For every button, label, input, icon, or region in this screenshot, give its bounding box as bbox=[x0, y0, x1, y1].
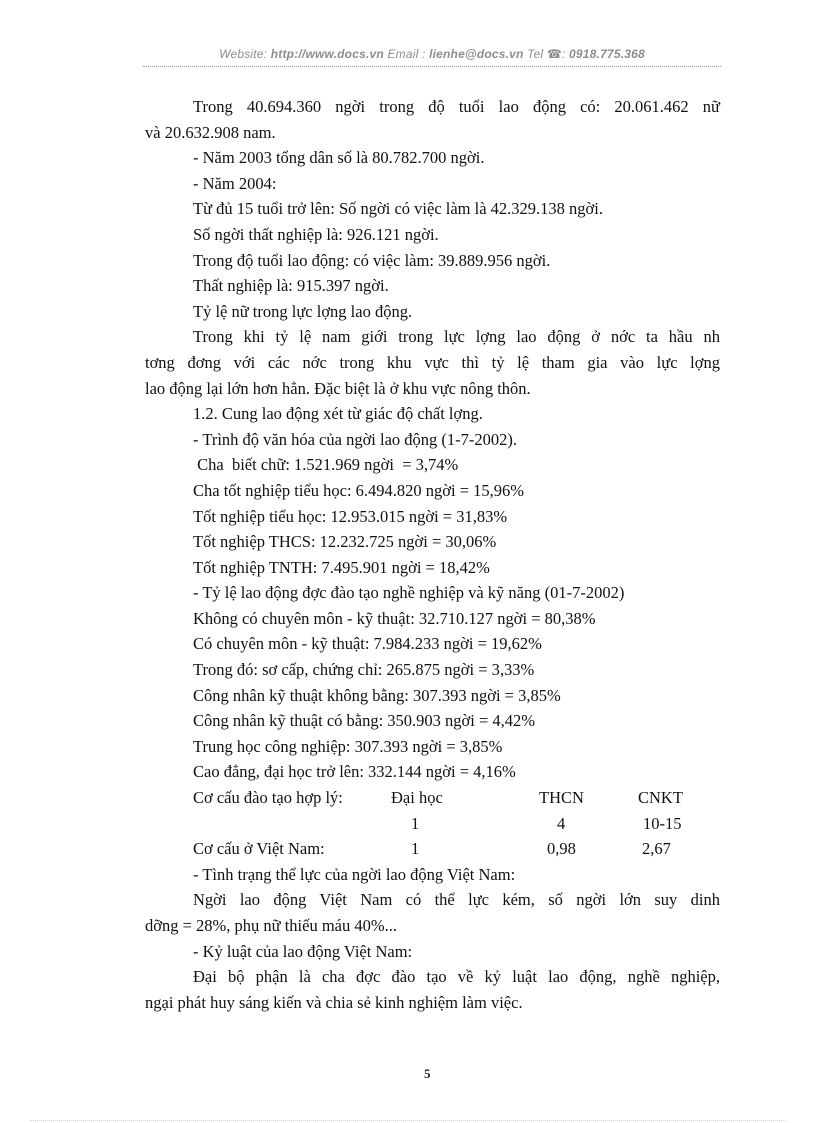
paragraph-line: Trong đó: sơ cấp, chứng chỉ: 265.875 ngời = 3,33% bbox=[193, 660, 535, 680]
paragraph-line: Tốt nghiệp tiểu học: 12.953.015 ngời = 31,83% bbox=[193, 506, 508, 526]
table-cell: 1 bbox=[411, 813, 420, 833]
table-cell-label: Cơ cấu ở Việt Nam: bbox=[193, 839, 325, 859]
paragraph-line: - Tỷ lệ lao động đợc đào tạo nghề nghiệp và kỹ năng (01-7-2002) bbox=[193, 583, 625, 603]
table-cell: 1 bbox=[411, 839, 420, 859]
document-body bbox=[145, 94, 720, 1015]
paragraph-line: Không có chuyên môn - kỹ thuật: 32.710.127 ngời = 80,38% bbox=[193, 608, 596, 628]
paragraph-line: Trong khi tỷ lệ nam giới trong lực lợng lao động ở nớc ta hầu nh bbox=[193, 327, 720, 347]
paragraph-line: Ngời lao động Việt Nam có thể lực kém, số ngời lớn suy dinh bbox=[193, 890, 720, 910]
page-number: 5 bbox=[424, 1066, 431, 1081]
paragraph-line: Tỷ lệ nữ trong lực lợng lao động. bbox=[193, 301, 413, 321]
tel-label: Tel ☎: bbox=[523, 47, 570, 61]
paragraph-line: - Kỷ luật của lao động Việt Nam: bbox=[193, 941, 413, 961]
table-cell: 2,67 bbox=[642, 839, 671, 859]
website-link[interactable]: http://www.docs.vn bbox=[270, 47, 384, 61]
paragraph-line: và 20.632.908 nam. bbox=[145, 122, 276, 142]
paragraph-line: Cha tốt nghiệp tiểu học: 6.494.820 ngời = 15,96% bbox=[193, 480, 525, 500]
paragraph-line: Công nhân kỹ thuật có bằng: 350.903 ngời = 4,42% bbox=[193, 711, 536, 731]
website-label: Website: bbox=[219, 47, 271, 61]
table-cell: Đại học bbox=[391, 788, 443, 808]
paragraph-line: Số ngời thất nghiệp là: 926.121 ngời. bbox=[193, 224, 439, 244]
paragraph-line: Cha biết chữ: 1.521.969 ngời = 3,74% bbox=[193, 455, 459, 475]
paragraph-line: lao động lại lớn hơn hẳn. Đặc biệt là ở khu vực nông thôn. bbox=[145, 378, 531, 398]
table-cell: CNKT bbox=[638, 788, 683, 808]
paragraph-line: Cao đẳng, đại học trở lên: 332.144 ngời = 4,16% bbox=[193, 762, 516, 782]
paragraph-line: ngại phát huy sáng kiến và chia sẻ kinh nghiệm làm việc. bbox=[145, 992, 523, 1012]
paragraph-line: Trong 40.694.360 ngời trong độ tuổi lao động có: 20.061.462 nữ bbox=[193, 97, 720, 116]
paragraph-line: Thất nghiệp là: 915.397 ngời. bbox=[193, 276, 389, 296]
paragraph-line: Công nhân kỹ thuật không bằng: 307.393 ngời = 3,85% bbox=[193, 685, 561, 705]
table-row bbox=[145, 836, 720, 862]
paragraph-line: - Năm 2004: bbox=[193, 173, 277, 193]
paragraph-line: Trung học công nghiệp: 307.393 ngời = 3,85% bbox=[193, 736, 503, 756]
email-link[interactable]: lienhe@docs.vn bbox=[429, 47, 524, 61]
table-cell-label: Cơ cấu đào tạo hợp lý: bbox=[193, 788, 343, 808]
paragraph-line: - Năm 2003 tổng dân số là 80.782.700 ngời. bbox=[193, 148, 485, 168]
paragraph-line: Tốt nghiệp THCS: 12.232.725 ngời = 30,06% bbox=[193, 532, 497, 552]
paragraph-line: Đại bộ phận là cha đợc đào tạo về kỷ luật lao động, nghề nghiệp, bbox=[193, 967, 720, 987]
table-row bbox=[145, 785, 720, 811]
paragraph-line: dỡng = 28%, phụ nữ thiếu máu 40%... bbox=[145, 916, 397, 935]
paragraph-line: Từ đủ 15 tuổi trở lên: Số ngời có việc làm là 42.329.138 ngời. bbox=[193, 199, 603, 219]
header-divider bbox=[143, 66, 721, 67]
table-cell: 4 bbox=[557, 813, 566, 833]
table-cell: 0,98 bbox=[547, 839, 576, 859]
email-label: Email : bbox=[383, 47, 430, 61]
section-heading: 1.2. Cung lao động xét từ giác độ chất lợng. bbox=[193, 404, 483, 424]
table-cell: 10-15 bbox=[643, 813, 682, 833]
paragraph-line: - Trình độ văn hóa của ngời lao động (1-7-2002). bbox=[193, 429, 518, 449]
footer-divider bbox=[30, 1120, 786, 1121]
paragraph-line: Có chuyên môn - kỹ thuật: 7.984.233 ngời = 19,62% bbox=[193, 634, 542, 654]
paragraph-line: tơng đơng với các nớc trong khu vực thì tỷ lệ tham gia vào lực lợng bbox=[145, 352, 720, 372]
table-cell: THCN bbox=[539, 788, 584, 808]
paragraph-line: - Tình trạng thể lực của ngời lao động Việt Nam: bbox=[193, 864, 516, 884]
table-row bbox=[145, 811, 720, 837]
page-header bbox=[143, 47, 721, 61]
paragraph-line: Tốt nghiệp TNTH: 7.495.901 ngời = 18,42% bbox=[193, 557, 490, 577]
tel-value: 0918.775.368 bbox=[569, 47, 645, 61]
paragraph-line: Trong độ tuổi lao động: có việc làm: 39.889.956 ngời. bbox=[193, 250, 551, 270]
